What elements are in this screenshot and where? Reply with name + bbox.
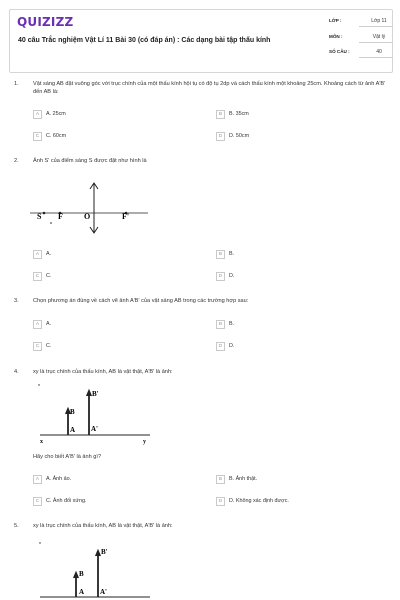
option-letter-box: B xyxy=(216,475,225,484)
question-number: 1. xyxy=(14,81,19,87)
question-text: Ảnh S' của điểm sáng S được đặt như hình là xyxy=(33,158,147,164)
question-4-subtext: Hãy cho biết A'B' là ảnh gì? xyxy=(33,454,102,460)
label-a-prime: A' xyxy=(91,425,98,433)
document-header xyxy=(9,9,393,73)
meta-subject-value: Vật lý xyxy=(372,34,386,40)
label-y: y xyxy=(143,439,146,445)
option-letter-box: C xyxy=(33,497,42,506)
question-number: 5. xyxy=(14,523,19,529)
option-letter-box: D xyxy=(216,132,225,141)
q2-option-b[interactable] xyxy=(216,249,234,259)
q1-option-c[interactable] xyxy=(33,131,66,141)
question-text: Chọn phương án đúng về cách vẽ ảnh A'B' của vật sáng AB trong các trường hợp sau: xyxy=(33,298,249,304)
q1-option-b[interactable] xyxy=(216,109,249,119)
quizizz-logo[interactable]: QUIZIZZ xyxy=(17,15,74,29)
label-b: B xyxy=(79,570,84,578)
option-text: A. Ảnh ảo. xyxy=(46,476,72,482)
small-dot xyxy=(39,542,40,543)
option-text: C. Ảnh đối xứng. xyxy=(46,498,87,504)
question-text: Vật sáng AB đặt vuông góc với trục chính của một thấu kính hội tụ có độ tụ 2dp và cách thấu kính một khoảng 25cm. Khoảng cách từ ảnh A'B' đến AB là: xyxy=(33,81,386,95)
label-x: x xyxy=(40,439,43,445)
option-letter-box: B xyxy=(216,320,225,329)
option-letter-box: A xyxy=(33,250,42,259)
lens-diagram-q4 xyxy=(36,380,156,448)
object-arrow xyxy=(74,572,79,578)
option-letter-box: A xyxy=(33,475,42,484)
q1-option-d[interactable] xyxy=(216,131,249,141)
question-number: 3. xyxy=(14,298,19,304)
label-f-prime: F' xyxy=(122,212,130,221)
meta-subject-line xyxy=(359,42,393,43)
option-text: C. 60cm xyxy=(46,133,67,139)
label-o: O xyxy=(84,212,91,221)
question-number: 4. xyxy=(14,369,19,375)
meta-count-value: 40 xyxy=(376,49,382,55)
option-text: D. xyxy=(229,273,235,279)
meta-class-label: LỚP : xyxy=(329,18,342,23)
option-letter-box: C xyxy=(33,342,42,351)
label-a-prime: A' xyxy=(100,588,107,596)
q3-option-b[interactable] xyxy=(216,319,234,329)
q3-option-a[interactable] xyxy=(33,319,51,329)
meta-count-label: SỐ CÂU : xyxy=(329,49,350,54)
image-arrow xyxy=(87,390,92,396)
option-text: B. Ảnh thật. xyxy=(229,476,258,482)
option-letter-box: A xyxy=(33,320,42,329)
option-text: A. xyxy=(46,321,52,327)
option-letter-box: A xyxy=(33,110,42,119)
option-text: B. 35cm xyxy=(229,111,249,117)
label-f: F xyxy=(58,212,63,221)
lens-diagram-q5 xyxy=(36,536,156,600)
option-letter-box: B xyxy=(216,110,225,119)
q2-option-d[interactable] xyxy=(216,271,234,281)
option-letter-box: C xyxy=(33,132,42,141)
question-text: xy là trục chính của thấu kính, AB là vật thật, A'B' là ảnh: xyxy=(33,369,173,375)
label-b-prime: B' xyxy=(92,390,99,398)
q2-option-c[interactable] xyxy=(33,271,51,281)
option-text: A. xyxy=(46,251,52,257)
q1-option-a[interactable] xyxy=(33,109,66,119)
option-letter-box: D xyxy=(216,497,225,506)
option-text: C. xyxy=(46,343,52,349)
option-letter-box: B xyxy=(216,250,225,259)
meta-count-line xyxy=(359,57,393,58)
option-text: A. 25cm xyxy=(46,111,66,117)
option-text: C. xyxy=(46,273,52,279)
q4-option-c[interactable] xyxy=(33,496,86,506)
option-text: D. Không xác định được. xyxy=(229,498,289,504)
option-text: D. 50cm xyxy=(229,133,250,139)
meta-class-value: Lớp 11 xyxy=(371,18,387,24)
small-dot xyxy=(38,384,39,385)
option-text: D. xyxy=(229,343,235,349)
image-arrow xyxy=(96,550,101,556)
label-a: A xyxy=(70,426,76,434)
label-s: S xyxy=(37,212,42,221)
q4-option-b[interactable] xyxy=(216,474,257,484)
label-b: B xyxy=(70,408,75,416)
option-letter-box: D xyxy=(216,272,225,281)
label-a: A xyxy=(79,588,85,596)
q4-option-d[interactable] xyxy=(216,496,289,506)
q4-option-a[interactable] xyxy=(33,474,71,484)
meta-subject-label: MÔN : xyxy=(329,34,343,39)
label-b-prime: B' xyxy=(101,548,108,556)
point-s xyxy=(43,212,46,215)
question-number: 2. xyxy=(14,158,19,164)
question-text: xy là trục chính của thấu kính, AB là vật thật, A'B' là ảnh: xyxy=(33,523,173,529)
meta-class-line xyxy=(359,26,393,27)
option-letter-box: D xyxy=(216,342,225,351)
small-dot xyxy=(50,222,52,224)
option-text: B. xyxy=(229,321,235,327)
q3-option-c[interactable] xyxy=(33,341,51,351)
option-text: B. xyxy=(229,251,235,257)
lens-diagram-q2 xyxy=(30,176,150,236)
q3-option-d[interactable] xyxy=(216,341,234,351)
option-letter-box: C xyxy=(33,272,42,281)
q2-option-a[interactable] xyxy=(33,249,51,259)
page-title: 40 câu Trắc nghiệm Vật Lí 11 Bài 30 (có đáp án) : Các dạng bài tập thấu kính xyxy=(18,37,271,44)
